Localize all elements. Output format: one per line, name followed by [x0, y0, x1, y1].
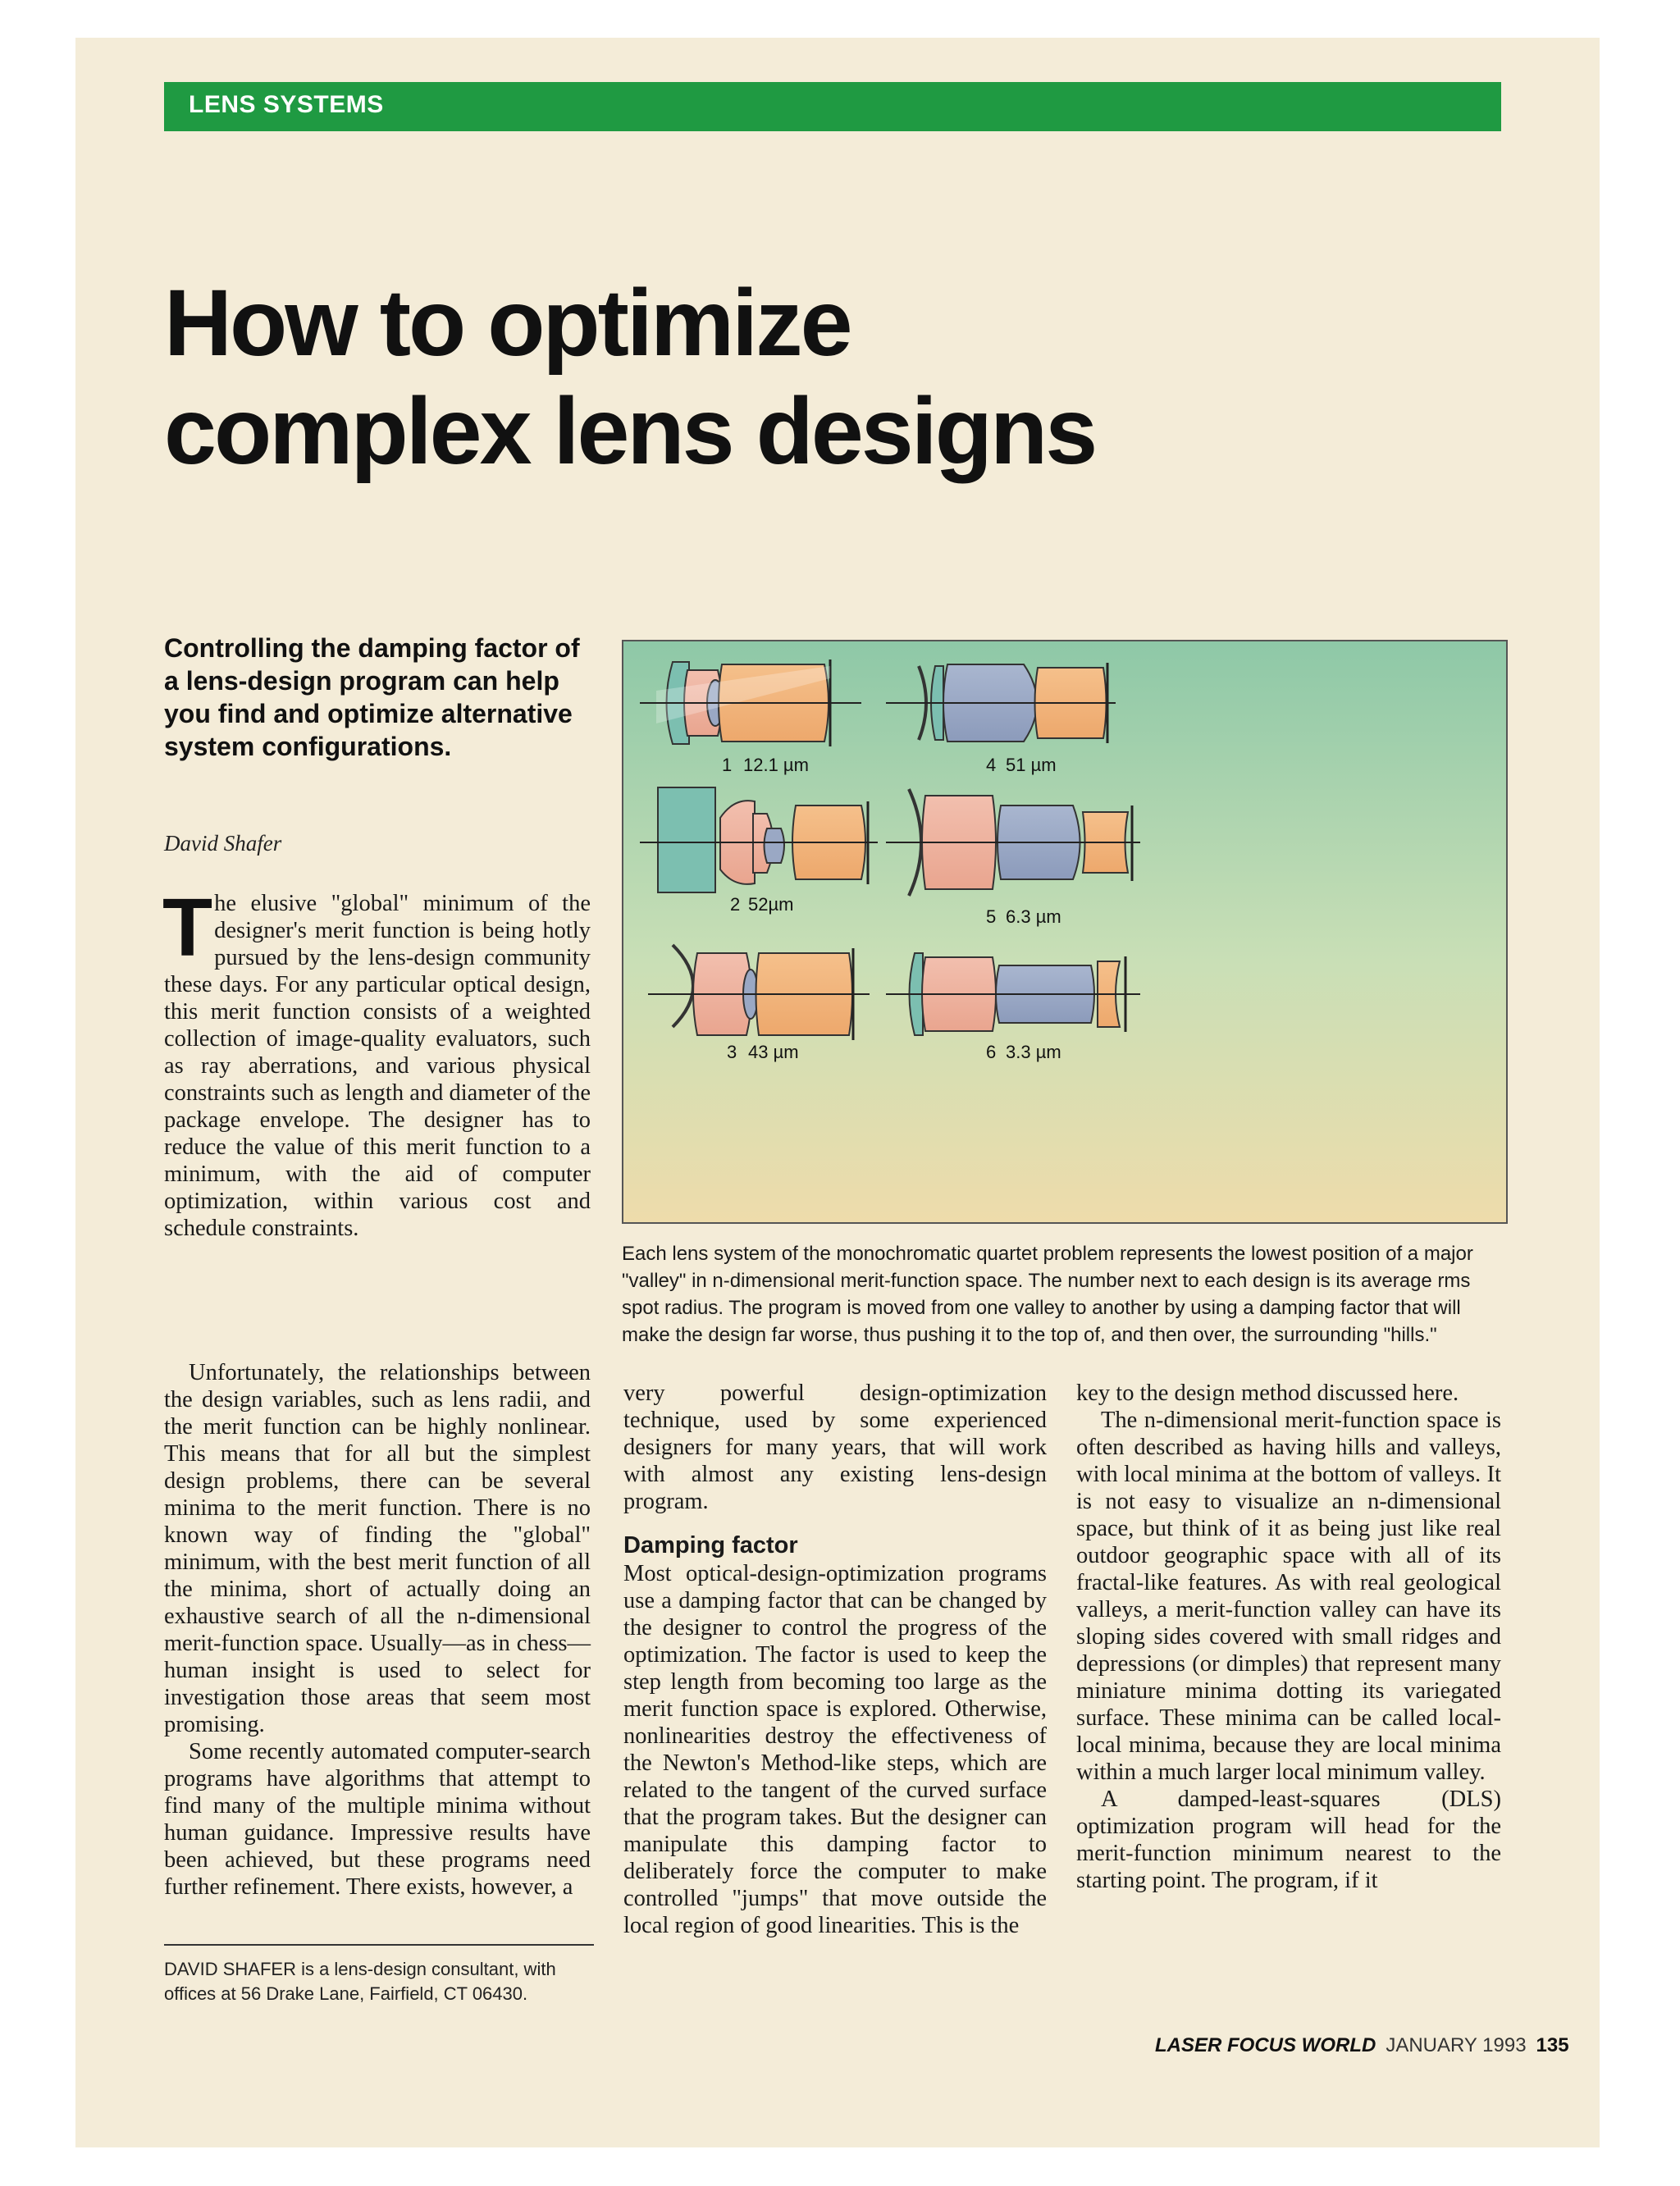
article-title	[164, 269, 1107, 486]
lens-designs-figure	[622, 640, 1508, 1224]
column-2	[623, 1380, 1047, 1939]
lens-diagram-svg	[623, 641, 1509, 1225]
design-4-spot-radius: 51 µm	[1006, 755, 1057, 775]
column-1-top	[162, 882, 591, 1242]
design-6-number: 6	[986, 1042, 997, 1062]
author-byline: David Shafer	[164, 831, 282, 856]
paragraph-1-text: he elusive "global" minimum of the designer's merit function is being hotly pursued by the lens-design community these days. For any particular optical design, this merit function consists of a weighted collection of image-quality evaluators, such as ray aberrations, and various physical constraints such as length and diameter of the package envelope. The designer has to reduce the value of this merit function to a minimum, with the aid of computer optimization, within various cost and schedule constraints.	[164, 891, 591, 1241]
page-footer	[1155, 2034, 1569, 2057]
design-3-number: 3	[727, 1042, 737, 1062]
design-3-spot-radius: 43 µm	[748, 1042, 799, 1062]
author-footnote: DAVID SHAFER is a lens-design consultant, with offices at 56 Drake Lane, Fairfield, CT 06430.	[164, 1944, 594, 2006]
paragraph-5: Most optical-design-optimization programs use a damping factor that can be changed by the designer to control the progress of the optimization. The factor is used to keep the step length from becoming too large as the merit function space is explored. Otherwise, nonlinearities destroy the effectiveness of the Newton's Method-like steps, which are related to the tangent of the curved surface that the program takes. But the designer can manipulate this damping factor to deliberately force the computer to make controlled "jumps" that move outside the local region of good linearities. This is the	[623, 1561, 1047, 1938]
drop-cap: T	[162, 882, 213, 974]
paragraph-3: Some recently automated computer-search programs have algorithms that attempt to find many of the multiple minima without human guidance. Impressive results have been achieved, but these programs need further refinement. There exists, however, a	[164, 1739, 591, 1900]
paragraph-1	[162, 882, 591, 1242]
design-6-spot-radius: 3.3 µm	[1006, 1042, 1061, 1062]
design-4-number: 4	[986, 755, 997, 775]
issue-date: JANUARY 1993	[1386, 2034, 1527, 2056]
paragraph-7: The n-dimensional merit-function space is often described as having hills and valleys, with local minima at the bottom of valleys. It is not easy to visualize an n-dimensional space, but think of it as being just like real outdoor geographic space with all of its fractal-like features. As with real geological valleys, a merit-function valley can have its sloping sides covered with small ridges and depressions (or dimples) that represent many miniature minima dotting its variegated surface. These minima can be called local-local minima, because they are local minima within a much larger local minimum valley.	[1076, 1408, 1501, 1785]
design-2-number: 2	[730, 894, 741, 915]
figure-caption: Each lens system of the monochromatic quartet problem represents the lowest position of a major "valley" in n-dimensional merit-function space. The number next to each design is its average rms spot radius. The program is moved from one valley to another by using a damping factor that will make the design far worse, thus pushing it to the top of, and then over, the surrounding "hills."	[622, 1243, 1473, 1346]
title-line-2: complex lens designs	[164, 379, 1096, 484]
section-header-bar	[164, 82, 1501, 131]
lens-design-5	[886, 789, 1140, 927]
lens-design-3	[648, 945, 870, 1062]
article-subtitle: Controlling the damping factor of a lens-design program can help you find and optimize alternative system configurations.	[164, 633, 580, 761]
design-5-number: 5	[986, 906, 997, 927]
paragraph-6: key to the design method discussed here.	[1076, 1381, 1459, 1406]
section-heading-damping-factor: Damping factor	[623, 1532, 798, 1558]
lens-design-6	[886, 953, 1140, 1062]
column-3	[1076, 1380, 1501, 1894]
design-1-number: 1	[722, 755, 733, 775]
design-5-spot-radius: 6.3 µm	[1006, 906, 1061, 927]
design-2-spot-radius: 52µm	[748, 894, 794, 915]
lens-design-4	[886, 663, 1116, 775]
magazine-name: LASER FOCUS WORLD	[1155, 2034, 1376, 2056]
section-label: LENS SYSTEMS	[189, 91, 384, 118]
paragraph-4: very powerful design-optimization technique, used by some experienced designers for many years, that will work with almost any existing lens-design program.	[623, 1381, 1047, 1514]
title-line-1: How to optimize	[164, 271, 851, 376]
lens-design-2	[640, 787, 878, 915]
paragraph-8: A damped-least-squares (DLS) optimization program will head for the merit-function minimum nearest to the starting point. The program, if it	[1076, 1787, 1501, 1893]
design-1-spot-radius: 12.1 µm	[743, 755, 809, 775]
paragraph-2: Unfortunately, the relationships between the design variables, such as lens radii, and the merit function can be highly nonlinear. This means that for all but the simplest design problems, there can be several minima to the merit function. There is no known way of finding the "global" minimum, with the best merit function of all the minima, short of actually doing an exhaustive search of all the n-dimensional merit-function space. Usually—as in chess—human insight is used to select for investigation those areas that seem most promising.	[164, 1360, 591, 1737]
column-1-bottom	[164, 1359, 591, 1901]
lens-design-1	[640, 659, 861, 775]
page-number: 135	[1536, 2034, 1569, 2056]
